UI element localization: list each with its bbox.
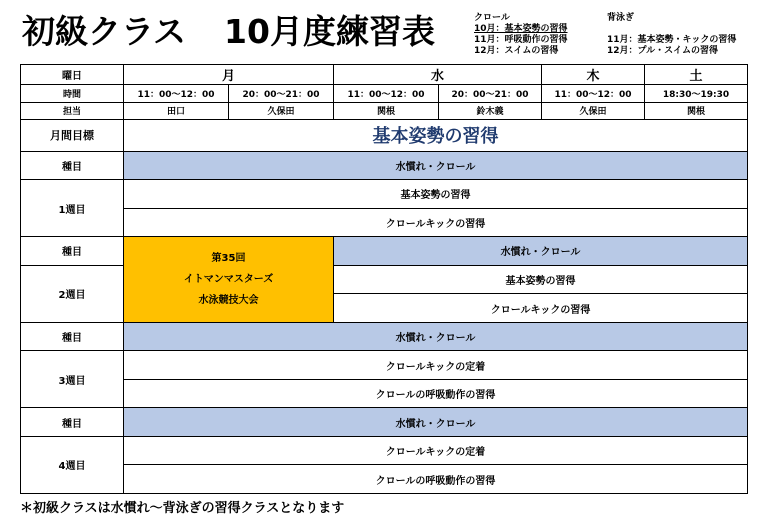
staff-row — [21, 102, 748, 119]
note-line: 背泳ぎ — [607, 13, 635, 23]
staff-cell: 久保田 — [542, 102, 645, 119]
week1-event: 水慣れ・クロール — [124, 151, 748, 180]
week3-item-row — [21, 351, 748, 380]
monthly-goal: 基本姿勢の習得 — [124, 120, 748, 152]
special-event-line: 第35回 — [211, 252, 246, 264]
special-event-line: 水泳競技大会 — [198, 294, 259, 306]
week3-item-row — [21, 379, 748, 408]
week2-event: 水慣れ・クロール — [334, 237, 748, 266]
staff-cell: 田口 — [124, 102, 229, 119]
week1-label: 1週目 — [21, 180, 124, 237]
week2-label: 2週目 — [21, 265, 124, 322]
note-line: 11月：基本姿勢・キックの習得 — [607, 35, 737, 45]
week4-item-row — [21, 465, 748, 494]
day-saturday: 土 — [645, 65, 748, 85]
day-wednesday: 水 — [334, 65, 542, 85]
week4-event-row — [21, 408, 748, 437]
time-row — [21, 85, 748, 102]
title-class-name: 初級クラス — [22, 12, 187, 51]
week1-item-row — [21, 180, 748, 209]
title-month: 10月度練習表 — [224, 12, 435, 51]
day-thursday: 木 — [542, 65, 645, 85]
week3-item: クロールの呼吸動作の習得 — [124, 379, 748, 408]
note-line: 10月：基本姿勢の習得 — [474, 24, 568, 34]
time-cell: 11：00～12：00 — [334, 85, 439, 102]
time-cell: 20：00～21：00 — [229, 85, 334, 102]
goal-label: 月間目標 — [21, 120, 124, 152]
time-cell: 11：00～12：00 — [542, 85, 645, 102]
special-event-line: イトマンマスターズ — [183, 273, 274, 285]
notes-crawl — [474, 13, 568, 57]
day-monday: 月 — [124, 65, 334, 85]
time-cell: 18:30～19:30 — [645, 85, 748, 102]
week4-item: クロールの呼吸動作の習得 — [124, 465, 748, 494]
week2-item: クロールキックの習得 — [334, 294, 748, 323]
week1-item: クロールキックの習得 — [124, 208, 748, 237]
week1-event-row — [21, 151, 748, 180]
goal-row — [21, 120, 748, 152]
page-title — [22, 8, 472, 56]
schedule-table — [20, 64, 748, 494]
time-cell: 11：00～12：00 — [124, 85, 229, 102]
week1-item-row — [21, 208, 748, 237]
event-type-label: 種目 — [21, 151, 124, 180]
week4-label: 4週目 — [21, 436, 124, 493]
note-line: 12月：プル・スイムの習得 — [607, 46, 718, 56]
day-label: 曜日 — [21, 65, 124, 85]
day-row — [21, 65, 748, 85]
week4-item-row — [21, 436, 748, 465]
notes-backstroke — [607, 13, 736, 57]
special-event-cell — [124, 237, 334, 323]
staff-cell: 関根 — [334, 102, 439, 119]
note-line: 12月：スイムの習得 — [474, 46, 559, 56]
event-type-label: 種目 — [21, 408, 124, 437]
week3-item: クロールキックの定着 — [124, 351, 748, 380]
week3-label: 3週目 — [21, 351, 124, 408]
time-cell: 20：00～21：00 — [439, 85, 542, 102]
time-label: 時間 — [21, 85, 124, 102]
note-line: 11月：呼吸動作の習得 — [474, 35, 568, 45]
staff-cell: 鈴木義 — [439, 102, 542, 119]
event-type-label: 種目 — [21, 237, 124, 266]
week4-event: 水慣れ・クロール — [124, 408, 748, 437]
footnote: ＊初級クラスは水慣れ～背泳ぎの習得クラスとなります — [20, 501, 345, 516]
event-type-label: 種目 — [21, 322, 124, 351]
week3-event: 水慣れ・クロール — [124, 322, 748, 351]
staff-cell: 関根 — [645, 102, 748, 119]
week2-event-row — [21, 237, 748, 266]
week4-item: クロールキックの定着 — [124, 436, 748, 465]
note-line — [607, 24, 736, 35]
staff-cell: 久保田 — [229, 102, 334, 119]
week2-item: 基本姿勢の習得 — [334, 265, 748, 294]
staff-label: 担当 — [21, 102, 124, 119]
week1-item: 基本姿勢の習得 — [124, 180, 748, 209]
week3-event-row — [21, 322, 748, 351]
note-line: クロール — [474, 13, 510, 23]
